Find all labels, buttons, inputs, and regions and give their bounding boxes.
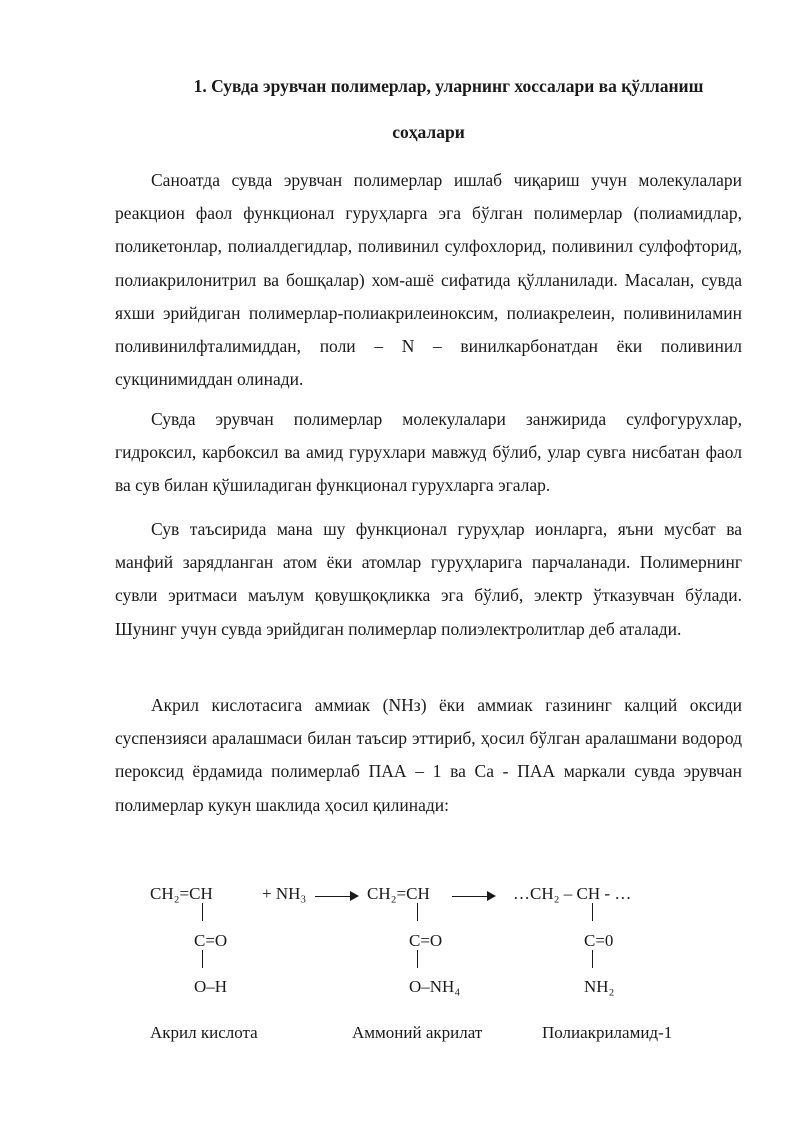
acrylic-acid-backbone: CH₂=CH xyxy=(150,884,213,903)
polyacrylamide-amide: NH₂ xyxy=(584,977,615,996)
polyacrylamide-carbonyl: C=0 xyxy=(584,931,614,950)
polyacrylamide-caption: Полиакриламид-1 xyxy=(542,1023,673,1042)
ammonium-acrylate-backbone: CH₂=CH xyxy=(367,884,430,903)
paragraph-1: Саноатда сувда эрувчан полимерлар ишлаб чиқариш учун молекулалари реакцион фаол функционал гуруҳларга эга бўлган полимерлар (полиамидлар, поликетонлар, полиалдегидлар, поливинил сулфохлорид, поливинил сулфофторид, полиакрилонитрил ва бошқалар) хом-ашё сифатида қўлланилади. Масалан, сувда яхши эрийдиган полимерлар-полиакрилеиноксим, полиакрелеин, поливиниламин поливинилфталимиддан, поли – N – винилкарбонатдан ёки поливинил сукцинимиддан олинади. xyxy=(115,170,742,390)
paragraph-3: Сув таъсирида мана шу функционал гуруҳлар ионларга, яъни мусбат ва манфий зарядланган атом ёки атомлар гуруҳларига парчаланади. Полимернинг сувли эритмаси маълум қовушқоқликка эга бўлиб, электр ўтказувчан бўлади. Шунинг учун сувда эрийдиган полимерлар полиэлектролитлар деб аталади. xyxy=(115,519,742,639)
reaction-arrow-2 xyxy=(452,896,494,897)
acrylic-acid-carbonyl: C=O xyxy=(194,931,228,950)
section-heading-line1: 1. Сувда эрувчан полимерлар, уларнинг хоссалари ва қўлланиш xyxy=(193,76,704,96)
polyacrylamide-backbone: …CH₂ – CH - … xyxy=(513,884,632,903)
bond-line xyxy=(417,903,418,921)
paragraph-2: Сувда эрувчан полимерлар молекулалари занжирида сулфогурухлар, гидроксил, карбоксил ва амид гурухлари мавжуд бўлиб, улар сувга нисбатан фаол ва сув билан қўшиладиган функционал гурухларга эгалар. xyxy=(115,409,742,496)
paragraph-4: Акрил кислотасига аммиак (NHз) ёки аммиак газининг калций оксиди суспензияси аралашмаси билан таъсир эттириб, ҳосил бўлган аралашмани водород пероксид ёрдамида полимерлаб ПАА – 1 ва Са - ПАА маркали сувда эрувчан полимерлар кукун шаклида ҳосил қилинади: xyxy=(115,695,742,815)
ammonium-acrylate-carbonyl: C=O xyxy=(409,931,443,950)
ammonium-acrylate-caption: Аммоний акрилат xyxy=(352,1023,483,1042)
ammonium-acrylate-group: O–NH₄ xyxy=(409,977,461,996)
ammonia-reagent: + NH₃ xyxy=(262,884,307,903)
bond-line xyxy=(202,950,203,968)
bond-line xyxy=(202,903,203,921)
acrylic-acid-hydroxyl: O–H xyxy=(194,977,228,996)
reaction-arrow-1 xyxy=(315,896,357,897)
section-heading-line2: соҳалари xyxy=(392,122,465,142)
bond-line xyxy=(417,950,418,968)
bond-line xyxy=(592,903,593,921)
bond-line xyxy=(592,950,593,968)
acrylic-acid-caption: Акрил кислота xyxy=(150,1023,258,1042)
